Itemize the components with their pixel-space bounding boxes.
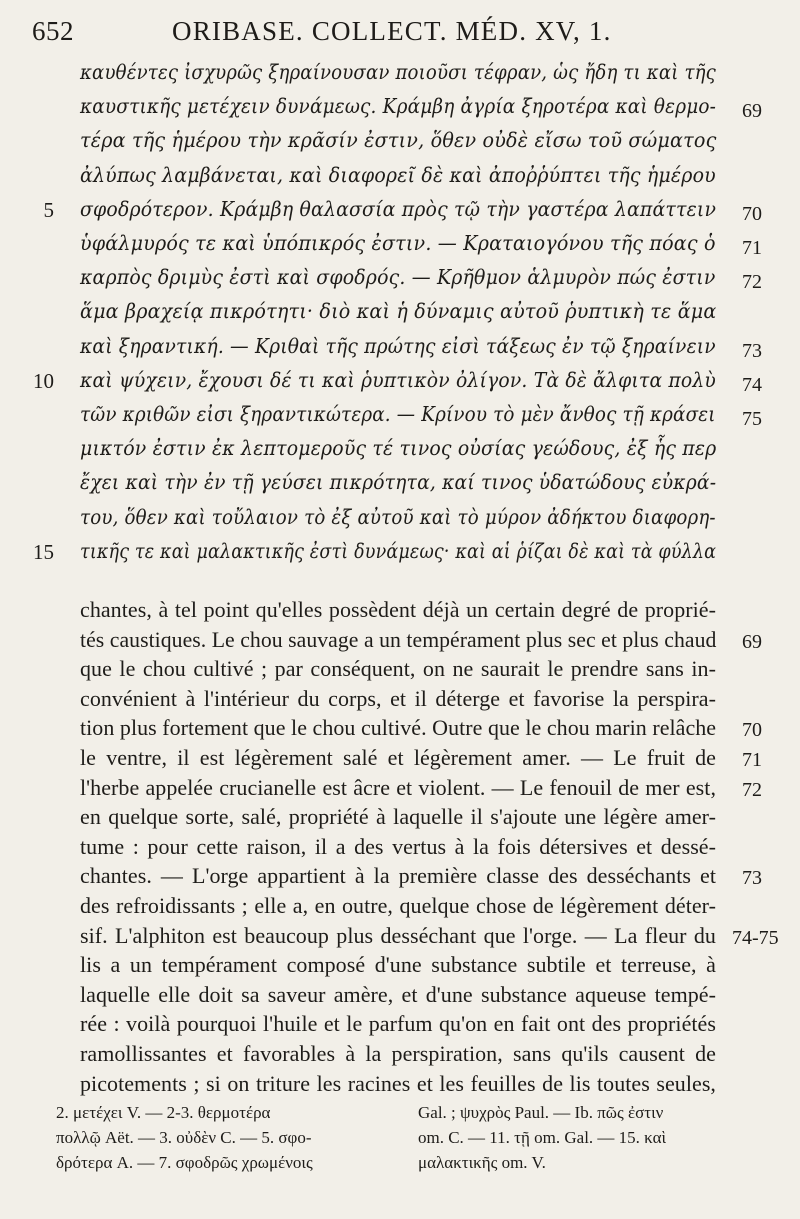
section-number: 74 [742,373,762,396]
french-line: tion plus fortement que le chou cultivé. Outre que le chou marin relâche [80,715,717,741]
footnote-line: μαλακτικῆς om. V. [418,1153,546,1172]
greek-line: καὶ ξηραντική. — Κριθαὶ τῆς πρώτης εἰσὶ τάξεως ἐν τῷ ξηραίνειν [80,333,716,358]
greek-line: σφοδρότερον. Κράμβη θαλασσία πρὸς τῷ τὴν γαστέρα λαπάττειν [80,196,717,221]
greek-line: καυθέντες ἰσχυρῶς ξηραίνουσαν ποιοῦσι τέφραν, ὡς ἤδη τι καὶ τῆς [80,60,717,84]
french-line: des refroidissants ; elle a, en outre, quelque chose de légèrement déter- [80,893,716,918]
footnote-line: Gal. ; ψυχρὸς Paul. — Ib. πῶς ἐστιν [418,1103,664,1122]
page-header [0,14,800,54]
page-number: 652 [32,16,74,46]
section-number: 73 [742,867,762,890]
section-number: 73 [742,339,762,362]
greek-line: ἅμα βραχείᾳ πικρότητι· διὸ καὶ ἡ δύναμις αὐτοῦ ῥυπτικὴ τε ἅμα [80,299,717,324]
greek-line: τῶν κριθῶν εἰσι ξηραντικώτερα. — Κρίνου τὸ μὲν ἄνθος τῇ κράσει [80,402,716,426]
line-number: 10 [33,368,54,393]
greek-line: ὑφάλμυρός τε καὶ ὑπόπικρός ἐστιν. — Κραταιογόνου τῆς πόας ὁ [80,231,716,255]
greek-line: καρπὸς δριμὺς ἐστὶ καὶ σφοδρός. — Κρῆθμον ἁλμυρὸν πώς ἐστιν [80,265,716,290]
greek-line: μικτόν ἐστιν ἐκ λεπτομεροῦς τέ τινος οὐσίας γεώδους, ἐξ ἧς περ [80,436,717,461]
section-number: 70 [742,202,762,225]
section-number: 71 [742,749,762,771]
greek-line: τέρα τῆς ἡμέρου τὴν κρᾶσίν ἐστιν, ὅθεν οὐδὲ εἴσω τοῦ σώματος [80,128,717,153]
section-number: 70 [742,719,762,742]
french-line: lis a un tempérament composé d'une substance subtile et terreuse, à [80,952,716,978]
footnote-line: om. C. — 11. τῇ om. Gal. — 15. καὶ [418,1128,667,1147]
french-line: tume : pour cette raison, il a des vertus à la fois détersives et dessé- [80,833,716,859]
section-number: 75 [742,408,762,430]
section-number: 74-75 [732,926,779,949]
section-number: 72 [742,778,762,801]
greek-line: τικῆς τε καὶ μαλακτικῆς ἐστὶ δυνάμεως· καὶ αἱ ῥίζαι δὲ καὶ τὰ φύλλα [80,538,717,563]
running-title: ORIBASE. COLLECT. MÉD. XV, 1. [172,16,612,46]
french-line: en quelque sorte, salé, propriété à laquelle il s'ajoute une légère amer- [80,804,716,830]
greek-line: ἔχει καὶ τὴν ἐν τῇ γεύσει πικρότητα, καί τινος ὑδατώδους εὐκρά- [80,470,717,495]
french-line: tés caustiques. Le chou sauvage a un tempérament plus sec et plus chaud [80,626,717,652]
footnote-line: 2. μετέχει V. — 2-3. θερμοτέρα [56,1103,271,1122]
greek-line: ἀλύπως λαμβάνεται, καὶ διαφορεῖ δὲ καὶ ἀποῤῥύπτει τῆς ἡμέρου [80,162,716,187]
line-number: 15 [33,539,54,564]
french-line: convénient à l'intérieur du corps, et il déterge et favorise la perspira- [80,685,716,711]
greek-line: καυστικῆς μετέχειν δυνάμεως. Κράμβη ἀγρία ξηροτέρα καὶ θερμο- [80,94,717,119]
french-line: sif. L'alphiton est beaucoup plus desséchant que l'orge. — La fleur du [80,922,716,948]
french-line: picotements ; si on triture les racines et les feuilles de lis toutes seules, [80,1070,716,1096]
french-line: le ventre, il est légèrement salé et légèrement amer. — Le fruit de [80,745,716,770]
footnote-line: δρότερα A. — 7. σφοδρῶς χρωμένοις [56,1153,313,1172]
french-line: que le chou cultivé ; par conséquent, on ne saurait le prendre sans in- [80,656,716,682]
french-line: rée : voilà pourquoi l'huile et le parfum qu'on en fait ont des propriétés [80,1011,716,1037]
line-number: 5 [43,197,54,222]
french-line: l'herbe appelée crucianelle est âcre et violent. — Le fenouil de mer est, [80,774,716,800]
french-line: chantes. — L'orge appartient à la première classe des desséchants et [80,863,716,889]
section-number: 69 [742,100,762,123]
french-line: chantes, à tel point qu'elles possèdent déjà un certain degré de proprié- [80,597,716,622]
footnote-line: πολλῷ Aët. — 3. οὐδὲν C. — 5. σφο- [56,1128,312,1147]
french-line: laquelle elle doit sa saveur amère, et d'une substance aqueuse tempé- [80,981,716,1007]
greek-line: του, ὅθεν καὶ τοὔλαιον τὸ ἐξ αὐτοῦ καὶ τὸ μύρον ἀδήκτου διαφορη- [80,504,716,529]
greek-line: καὶ ψύχειν, ἔχουσι δέ τι καὶ ῥυπτικὸν ὀλίγον. Τὰ δὲ ἄλφιτα πολὺ [80,367,717,392]
section-number: 72 [742,271,762,294]
french-line: ramollissantes et favorables à la perspiration, sans qu'ils causent de [80,1041,716,1066]
section-number: 71 [742,237,762,259]
section-number: 69 [742,630,762,653]
